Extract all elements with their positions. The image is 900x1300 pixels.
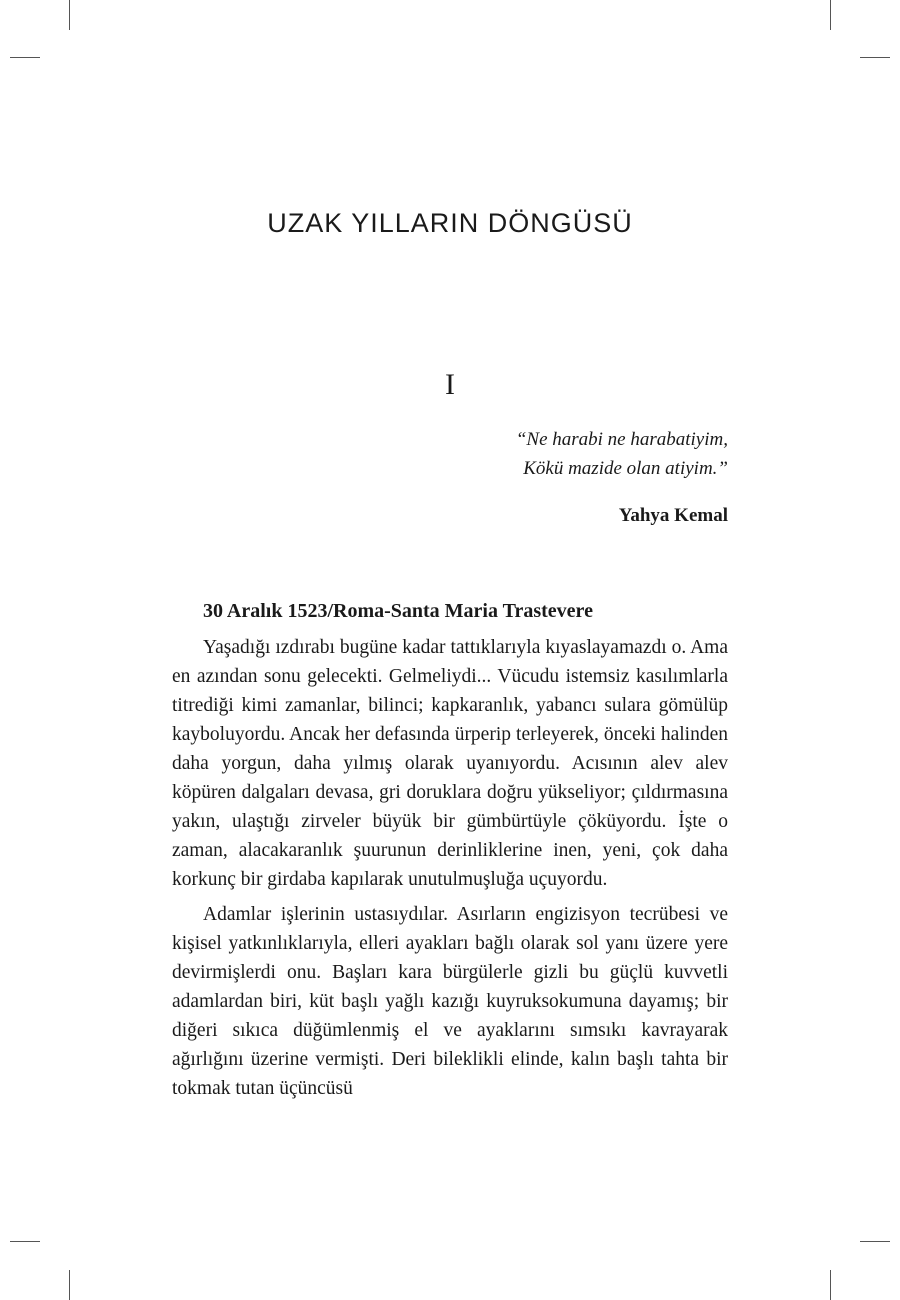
crop-mark <box>69 0 70 30</box>
crop-mark <box>10 1241 40 1242</box>
chapter-number: I <box>445 368 455 401</box>
epigraph-line: “Ne harabi ne harabatiyim, <box>515 429 728 450</box>
crop-mark <box>10 57 40 58</box>
book-title: UZAK YILLARIN DÖNGÜSÜ <box>267 208 633 238</box>
epigraph <box>516 425 728 483</box>
paragraph: Yaşadığı ızdırabı bugüne kadar tattıklarıyla kıyaslayamazdı o. Ama en azından sonu gelecekti. Gelmeliydi... Vücudu istemsiz kasılımlarla titrediği kimi zamanlar, bilinci; kapkaranlık, yabancı sulara gömülüp kayboluyordu. Ancak her defasında ürperip terleyerek, önceki halinden daha yorgun, daha yılmış olarak uyanıyordu. Acısının alev alev köpüren dalgaları devasa, gri doruklara doğru yükseliyor; çıldırmasına yakın, ulaştığı zirveler büyük bir gümbürtüyle çöküyordu. İşte o zaman, alacakaranlık şuurunun derinliklerine inen, yeni, çok daha korkunç bir girdaba kapılarak unutulmuşluğa uçuyordu. <box>172 637 728 890</box>
crop-mark <box>69 1270 70 1300</box>
crop-mark <box>860 1241 890 1242</box>
crop-mark <box>860 57 890 58</box>
paragraph: Adamlar işlerinin ustasıydılar. Asırların engizisyon tecrübesi ve kişisel yatkınlıklarıyla, elleri ayakları bağlı olarak sol yanı üzere yere devirmişlerdi onu. Başları kara bürgülerle gizli bu güçlü kuvvetli adamlardan biri, küt başlı yağlı kazığı kuyruksokumuna dayamış; bir diğeri sıkıca düğümlenmiş el ve ayaklarını sımsıkı kavrayarak ağırlığını üzerine vermişti. Deri bileklikli elinde, kalın başlı tahta bir tokmak tutan üçüncüsü <box>172 904 728 1099</box>
crop-mark <box>830 0 831 30</box>
epigraph-line: Kökü mazide olan atiyim.” <box>523 458 728 479</box>
epigraph-author: Yahya Kemal <box>618 505 728 526</box>
crop-mark <box>830 1270 831 1300</box>
body-text <box>172 633 728 1103</box>
section-heading: 30 Aralık 1523/Roma-Santa Maria Trastevere <box>203 600 593 622</box>
